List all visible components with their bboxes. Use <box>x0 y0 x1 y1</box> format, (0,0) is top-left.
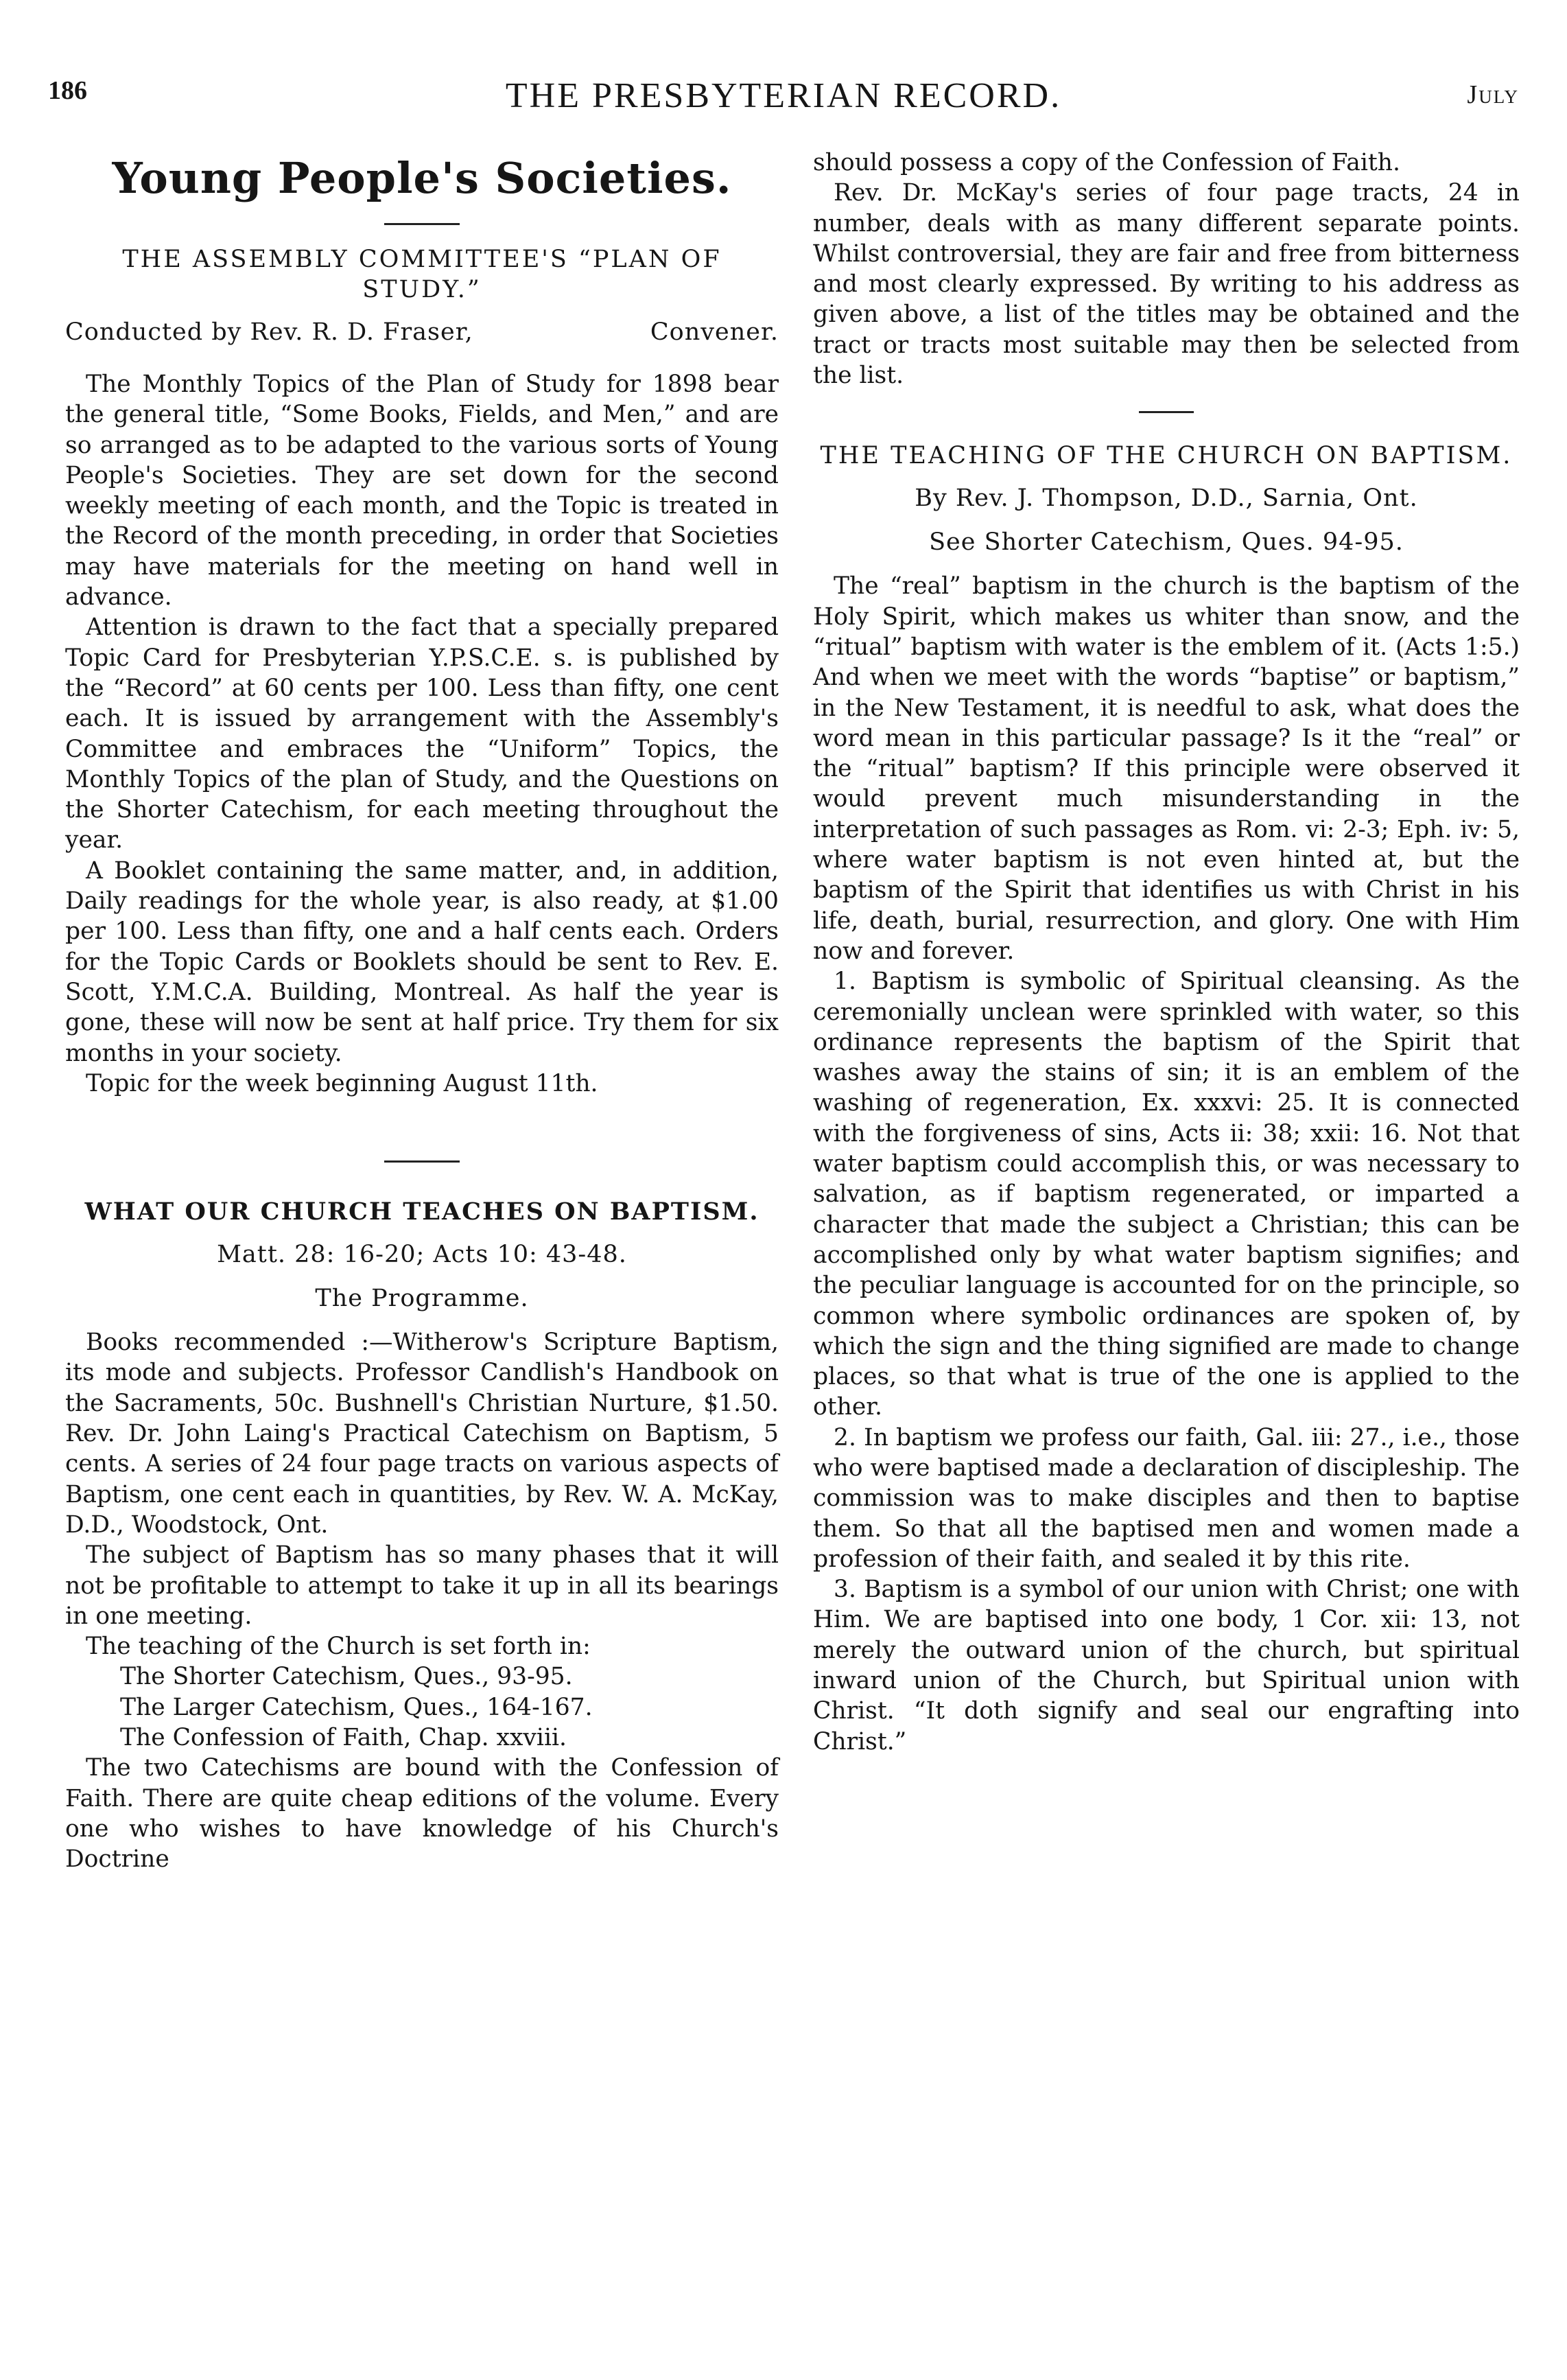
catechism-reference: See Shorter Catechism, Ques. 94-95. <box>929 528 1404 557</box>
paragraph: Books recommended :—Witherow's Scripture Baptism, its mode and subjects. Professor Candlish's Handbook on the Sacraments, 50c. Bushnell's Christian Nurture, $1.50. Rev. Dr. John Laing's Practical Catechism on Baptism, 5 cents. A series of 24 four page tracts on various aspects of Baptism, one cent each in quantities, by Rev. W. A. McKay, D.D., Woodstock, Ont. <box>65 1329 779 1539</box>
list-item: The Confession of Faith, Chap. xxviii. <box>120 1723 567 1751</box>
byline <box>65 317 779 347</box>
paragraph: 1. Baptism is symbolic of Spiritual cleansing. As the ceremonially unclean were sprinkled with water, so this ordinance represents the baptism of the Spirit that washes away the stains of sin; it is an emblem of the washing of regeneration, Ex. xxxvi: 25. It is connected with the forgiveness of sins, Acts ii: 38; xxii: 16. Not that water baptism could accomplish this, or was necessary to salvation, as if baptism regenerated, or imparted a character that made the subject a Christian; this can be accomplished only by what water baptism signifies; and the peculiar language is accounted for on the principle, so common where symbolic ordinances are spoken of, by which the sign and the thing signified are made to change places, so that what is true of the one is applied to the other. <box>813 968 1520 1421</box>
byline-conducted: Conducted by Rev. R. D. Fraser, <box>65 318 473 346</box>
paragraph: The “real” baptism in the church is the baptism of the Holy Spirit, which makes us whiter than snow, and the “ritual” baptism with water is the emblem of it. (Acts 1:5.) And when we meet with the words “baptise” or baptism,” in the New Testament, it is needful to ask, what does the word mean in this particular passage? Is it the “real” or the “ritual” baptism? If this principle were observed it would prevent much misunderstanding in the interpretation of such passages as Rom. vi: 2-3; Eph. iv: 5, where water baptism is not even hinted at, but the baptism of the Spirit that identifies us with Christ in his life, death, burial, resurrection, and glory. One with Him now and forever. <box>813 572 1520 965</box>
plan-of-study-title: THE ASSEMBLY COMMITTEE'S “PLAN OF STUDY.” <box>122 246 722 303</box>
paragraph: The two Catechisms are bound with the Confession of Faith. There are quite cheap editions of the volume. Every one who wishes to have knowledge of his Church's Doctrine <box>65 1754 779 1874</box>
journal-title: THE PRESBYTERIAN RECORD. <box>505 76 1062 115</box>
section-divider <box>1139 411 1194 413</box>
running-head <box>48 75 1519 124</box>
scripture-reference: Matt. 28: 16-20; Acts 10: 43-48. <box>217 1241 627 1269</box>
author-line: By Rev. J. Thompson, D.D., Sarnia, Ont. <box>915 485 1418 513</box>
paragraph: The Monthly Topics of the Plan of Study for 1898 bear the general title, “Some Books, Fields, and Men,” and are so arranged as to be adapted to the various sorts of Young People's Societies. They are set down for the second weekly meeting of each month, and the Topic is treated in the Record of the month preceding, in order that Societies may have materials for the meeting on hand well in advance. <box>65 371 779 611</box>
department-heading: Young People's Societies. <box>112 153 732 203</box>
paragraph: Attention is drawn to the fact that a specially prepared Topic Card for Presbyterian Y.P.S.C.E. s. is published by the “Record” at 60 cents per 100. Less than fifty, one cent each. It is issued by arrangement with the Assembly's Committee and embraces the “Uniform” Topics, the Monthly Topics of the plan of Study, and the Questions on the Shorter Catechism, for each meeting throughout the year. <box>65 614 779 854</box>
right-column <box>813 148 1520 1757</box>
issue-month: July <box>1467 80 1519 109</box>
left-column <box>65 148 779 1874</box>
paragraph: The subject of Baptism has so many phases that it will not be profitable to attempt to take it up in all its bearings in one meeting. <box>65 1541 779 1630</box>
paragraph: Topic for the week beginning August 11th. <box>86 1069 598 1097</box>
paragraph: 3. Baptism is a symbol of our union with Christ; one with Him. We are baptised into one body, 1 Cor. xii: 13, not merely the outward union of the church, but spiritual inward union of the Church, but Spiritual union with Christ. “It doth signify and seal our engrafting into Christ.” <box>813 1576 1520 1755</box>
page-number: 186 <box>48 76 87 105</box>
section-divider <box>384 1160 460 1163</box>
section-divider <box>384 223 460 225</box>
paragraph: should possess a copy of the Confession of Faith. <box>813 149 1400 176</box>
baptism-section-title: WHAT OUR CHURCH TEACHES ON BAPTISM. <box>84 1198 759 1226</box>
list-item: The Larger Catechism, Ques., 164-167. <box>120 1693 593 1721</box>
teaching-section-title: THE TEACHING OF THE CHURCH ON BAPTISM. <box>820 442 1513 470</box>
paragraph: Rev. Dr. McKay's series of four page tracts, 24 in number, deals with as many different separate points. Whilst controversial, they are fair and free from bitterness and most clearly expressed. By writing to his address as given above, a list of the titles may be obtained and the tract or tracts most suitable may then be selected from the list. <box>813 179 1520 390</box>
paragraph: The teaching of the Church is set forth in: <box>86 1633 591 1661</box>
paragraph: 2. In baptism we profess our faith, Gal. iii: 27., i.e., those who were baptised made a declaration of discipleship. The commission was to make disciples and then to baptise them. So that all the baptised men and women made a profession of their faith, and sealed it by this rite. <box>813 1423 1520 1573</box>
programme-subheading: The Programme. <box>315 1285 529 1313</box>
byline-role: Convener. <box>650 318 779 346</box>
paragraph: A Booklet containing the same matter, and, in addition, Daily readings for the whole year, is also ready, at $1.00 per 100. Less than fifty, one and a half cents each. Orders for the Topic Cards or Booklets should be sent to Rev. E. Scott, Y.M.C.A. Building, Montreal. As half the year is gone, these will now be sent at half price. Try them for six months in your society. <box>65 856 779 1067</box>
list-item: The Shorter Catechism, Ques., 93-95. <box>120 1663 573 1691</box>
